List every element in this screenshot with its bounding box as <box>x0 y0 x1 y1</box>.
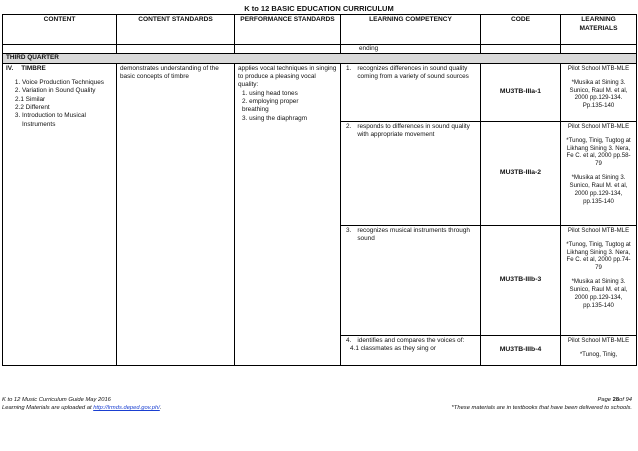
material-entry: *Tunog, Tinig, <box>579 350 618 358</box>
material-entry: Pilot School MTB-MLE <box>567 122 630 130</box>
content-standard-cell: demonstrates understanding of the basic concepts of timbre <box>117 63 235 365</box>
competency-subitem: 4.1 classmates as they sing or <box>350 344 436 352</box>
competency-text: responds to differences in sound quality with appropriate movement <box>357 122 470 138</box>
competency-text: recognizes differences in sound quality coming from a variety of sound sources <box>357 64 469 80</box>
content-cell <box>3 63 117 365</box>
content-item: 3. Introduction to Musical Instruments <box>22 112 113 129</box>
footer-upload-line: Learning Materials are uploaded at http://lrmds.deped.gov.ph/. <box>2 404 162 411</box>
material-entry: *Musika at Sining 3. Sunico, Raul M. et al, 2000 pp.129-134, pp.135-140 <box>569 278 628 310</box>
material-entry: Pilot School MTB-MLE <box>567 336 630 344</box>
competency-number: 1. <box>346 64 352 72</box>
lrmds-link[interactable]: http://lrmds.deped.gov.ph/ <box>93 404 160 411</box>
performance-item: 2. employing proper breathing <box>242 97 299 114</box>
footer-right <box>452 397 632 413</box>
competency-cell <box>341 121 481 225</box>
curriculum-table <box>2 14 637 366</box>
content-item: 1. Voice Production Techniques <box>22 79 113 87</box>
competency-number: 3. <box>346 226 352 234</box>
code-cell: MU3TB-IIIa-1 <box>481 63 561 121</box>
footer-guide-text: K to 12 Music Curriculum Guide May 2016 <box>2 397 111 403</box>
header-performance-standards: PERFORMANCE STANDARDS <box>235 15 341 45</box>
performance-item: 1. using head tones <box>242 89 298 97</box>
material-entry: *Musika at Sining 3. Sunico, Raul M. et al, 2000 pp.129-134, pp.135-140 <box>569 174 628 206</box>
footer-left <box>2 397 161 413</box>
header-learning-competency: LEARNING COMPETENCY <box>341 15 481 45</box>
competency-text: recognizes musical instruments through sound <box>357 226 470 242</box>
materials-cell <box>561 335 637 365</box>
material-entry: *Tunog, Tinig, Tugtog at Likhang Sining 3. Nera, Fe C. et al, 2000 pp.58-79 <box>566 136 631 168</box>
content-item: 2. Variation in Sound Quality <box>22 87 113 95</box>
header-content-standards: CONTENT STANDARDS <box>117 15 235 45</box>
document-title: K to 12 BASIC EDUCATION CURRICULUM <box>244 4 394 13</box>
footer-note: *These materials are in textbooks that have been delivered to schools. <box>451 404 632 411</box>
carryover-text: ending <box>341 45 481 54</box>
competency-cell <box>341 63 481 121</box>
material-entry: Pilot School MTB-MLE <box>567 64 630 72</box>
performance-intro: applies vocal techniques in singing to produce a pleasing vocal quality: <box>238 64 337 89</box>
page-total: of 94 <box>619 397 632 403</box>
header-learning-materials: LEARNING MATERIALS <box>561 15 637 45</box>
code-cell: MU3TB-IIIb-4 <box>481 335 561 365</box>
materials-cell <box>561 63 637 121</box>
materials-cell <box>561 225 637 335</box>
competency-number: 4. <box>346 336 352 344</box>
header-content: CONTENT <box>3 15 117 45</box>
competency-cell <box>341 225 481 335</box>
performance-item: 3. using the diaphragm <box>242 114 308 122</box>
material-entry: *Tunog, Tinig, Tugtog at Likhang Sining 3. Nera, Fe C. et al, 2000 pp.74-79 <box>566 240 631 272</box>
page-current: 28 <box>612 397 620 403</box>
competency-text: identifies and compares the voices of: <box>357 336 465 344</box>
materials-cell <box>561 121 637 225</box>
content-subitem: 2.2 Different <box>15 103 50 111</box>
footer-upload-text: Learning Materials are uploaded at <box>2 404 94 411</box>
table-row <box>3 63 637 121</box>
material-entry: *Musika at Sining 3. Sunico, Raul M. et al, 2000 pp.129-134. Pp.135-140 <box>569 78 628 110</box>
page-number: Page 28of 94 <box>597 397 632 403</box>
code-cell: MU3TB-IIIb-3 <box>481 225 561 335</box>
competency-cell <box>341 335 481 365</box>
content-topic: TIMBRE <box>21 64 46 72</box>
code-cell: MU3TB-IIIa-2 <box>481 121 561 225</box>
competency-number: 2. <box>346 122 352 130</box>
content-numeral: IV. <box>6 64 14 72</box>
material-entry: Pilot School MTB-MLE <box>567 226 630 234</box>
header-code: CODE <box>481 15 561 45</box>
content-subitem: 2.1 Similar <box>15 95 46 103</box>
quarter-label: THIRD QUARTER <box>3 54 637 63</box>
performance-standard-cell <box>235 63 341 365</box>
